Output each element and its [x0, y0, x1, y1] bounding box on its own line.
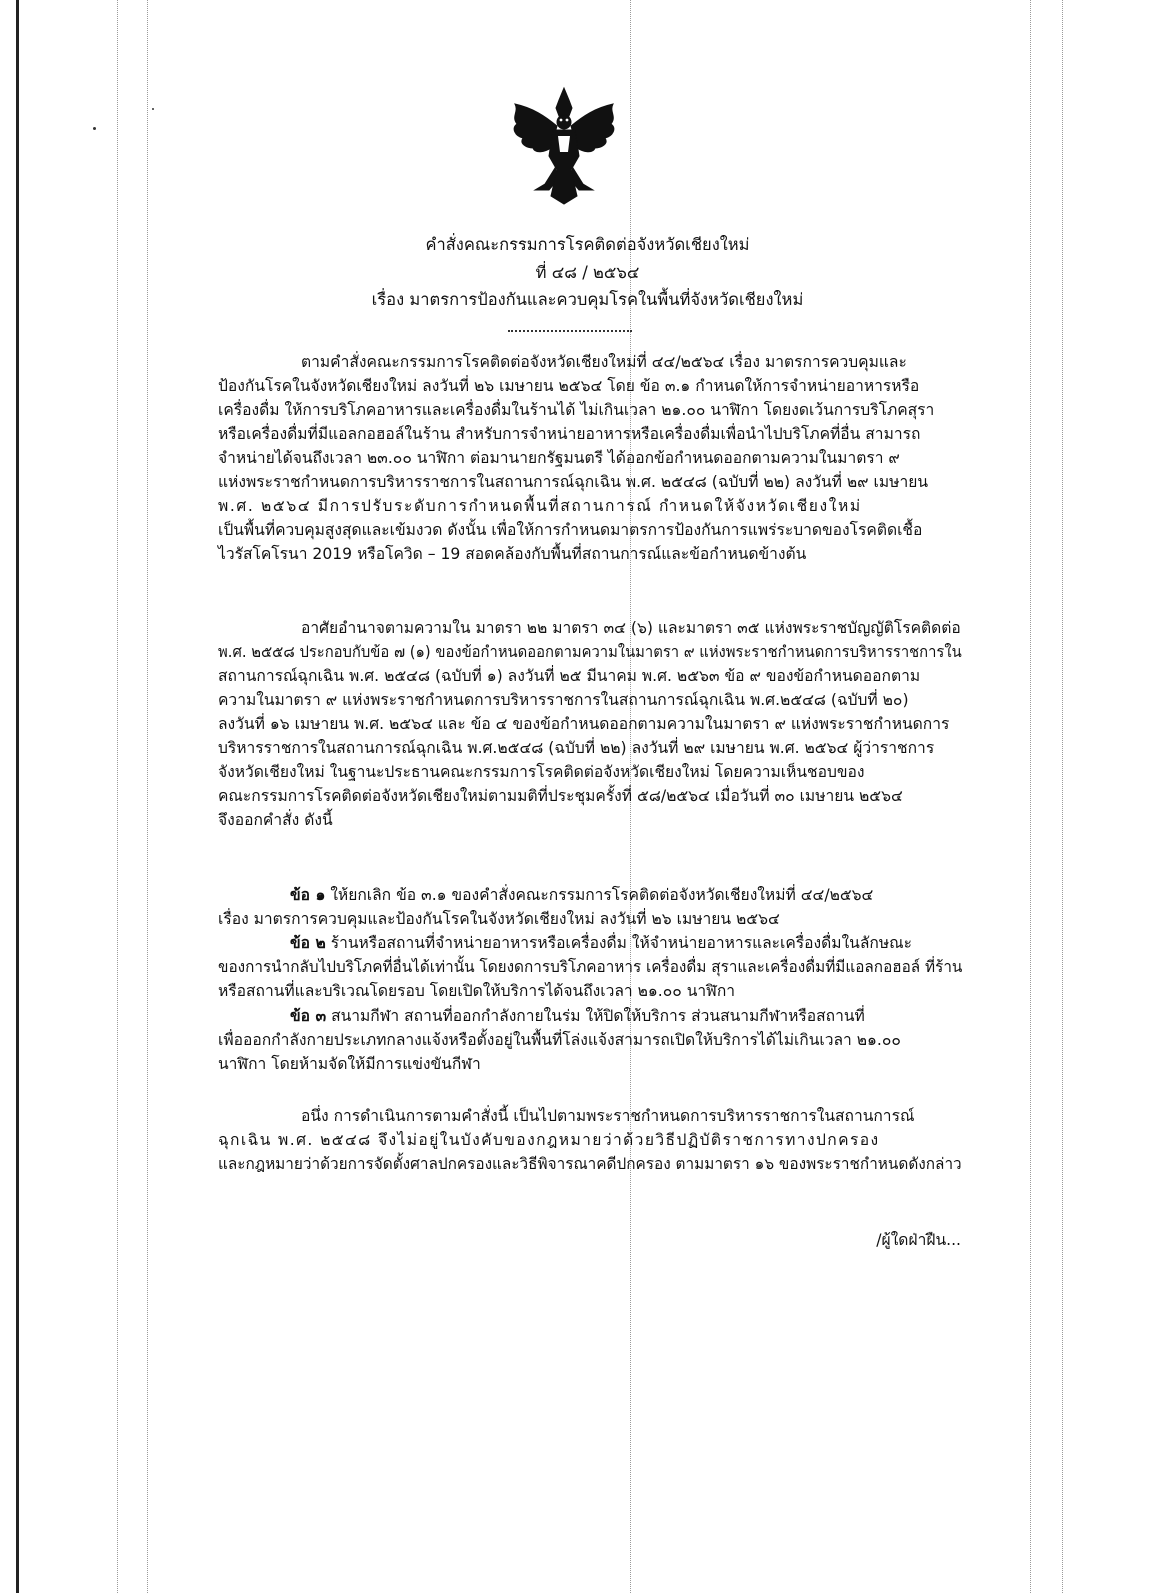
clause-text: ร้านหรือสถานที่จำหน่ายอาหารหรือเครื่องดื่ม ให้จำหน่ายอาหารและเครื่องดื่มในลักษณะ [325, 934, 912, 952]
text-line: ของการนำกลับไปบริโภคที่อื่นได้เท่านั้น โดยงดการบริโภคอาหาร เครื่องดื่ม สุราและเครื่องดื่มที่มีแอลกอฮอล์ ที่ร้าน [218, 958, 963, 976]
text-line: หรือเครื่องดื่มที่มีแอลกอฮอล์ในร้าน สำหรับการจำหน่ายอาหารหรือเครื่องดื่มเพื่อนำไปบริโภคที่อื่น สามารถ [218, 425, 921, 443]
text-line: พ.ศ. ๒๕๖๔ มีการปรับระดับการกำหนดพื้นที่สถานการณ์ กำหนดให้จังหวัดเชียงใหม่ [218, 497, 862, 515]
text-line [290, 930, 912, 955]
garuda-emblem-icon [505, 86, 623, 206]
text-line: พ.ศ. ๒๕๕๘ ประกอบกับข้อ ๗ (๑) ของข้อกำหนดออกตามความในมาตรา ๙ แห่งพระราชกำหนดการบริหารราชการใน [218, 643, 962, 661]
text-line: หรือสถานที่และบริเวณโดยรอบ โดยเปิดให้บริการได้จนถึงเวลา ๒๑.๐๐ นาฬิกา [218, 982, 736, 1000]
text-line: นาฬิกา โดยห้ามจัดให้มีการแข่งขันกีฬา [218, 1055, 481, 1073]
scan-speck [152, 108, 154, 110]
text-line: คณะกรรมการโรคติดต่อจังหวัดเชียงใหม่ตามมติที่ประชุมครั้งที่ ๕๘/๒๕๖๔ เมื่อวันที่ ๓๐ เมษายน ๒๕๖๔ [218, 787, 903, 805]
text-line [290, 882, 873, 907]
order-title: คำสั่งคณะกรรมการโรคติดต่อจังหวัดเชียงใหม่ [425, 235, 750, 254]
text-line: สถานการณ์ฉุกเฉิน พ.ศ. ๒๕๔๘ (ฉบับที่ ๑) ลงวันที่ ๒๕ มีนาคม พ.ศ. ๒๕๖๓ ข้อ ๙ ของข้อกำหนดออกตาม [218, 667, 921, 685]
scan-speck [93, 127, 96, 130]
text-line: ตามคำสั่งคณะกรรมการโรคติดต่อจังหวัดเชียงใหม่ที่ ๔๔/๒๕๖๔ เรื่อง มาตรการควบคุมและ [301, 353, 907, 371]
text-line: บริหารราชการในสถานการณ์ฉุกเฉิน พ.ศ.๒๕๔๘ (ฉบับที่ ๒๒) ลงวันที่ ๒๙ เมษายน พ.ศ. ๒๕๖๔ ผู้ว่าราชการ [218, 739, 935, 757]
order-number: ที่ ๔๘ / ๒๕๖๔ [535, 263, 640, 282]
text-line [290, 1003, 865, 1028]
text-line: ป้องกันโรคในจังหวัดเชียงใหม่ ลงวันที่ ๒๖ เมษายน ๒๕๖๔ โดย ข้อ ๓.๑ กำหนดให้การจำหน่ายอาหารหรือ [218, 377, 920, 395]
order-subject: เรื่อง มาตรการป้องกันและควบคุมโรคในพื้นที่จังหวัดเชียงใหม่ [371, 290, 804, 309]
clause-text: ให้ยกเลิก ข้อ ๓.๑ ของคำสั่งคณะกรรมการโรคติดต่อจังหวัดเชียงใหม่ที่ ๔๔/๒๕๖๔ [325, 886, 874, 904]
text-line: ฉุกเฉิน พ.ศ. ๒๕๔๘ จึงไม่อยู่ในบังคับของกฎหมายว่าด้วยวิธีปฏิบัติราชการทางปกครอง [218, 1131, 880, 1149]
text-line: เครื่องดื่ม ให้การบริโภคอาหารและเครื่องดื่มในร้านได้ ไม่เกินเวลา ๒๑.๐๐ นาฬิกา โดยงดเว้นการบริโภคสุรา [218, 401, 935, 419]
text-line: แห่งพระราชกำหนดการบริหารราชการในสถานการณ์ฉุกเฉิน พ.ศ. ๒๕๔๘ (ฉบับที่ ๒๒) ลงวันที่ ๒๙ เมษายน [218, 473, 928, 491]
text-line: จำหน่ายได้จนถึงเวลา ๒๓.๐๐ นาฬิกา ต่อมานายกรัฐมนตรี ได้ออกข้อกำหนดออกตามความในมาตรา ๙ [218, 449, 900, 467]
text-line: จังหวัดเชียงใหม่ ในฐานะประธานคณะกรรมการโรคติดต่อจังหวัดเชียงใหม่ โดยความเห็นชอบของ [218, 763, 865, 781]
clause-label: ข้อ ๑ [290, 886, 326, 904]
text-line: ความในมาตรา ๙ แห่งพระราชกำหนดการบริหารราชการในสถานการณ์ฉุกเฉิน พ.ศ.๒๕๔๘ (ฉบับที่ ๒๐) [218, 691, 909, 709]
heading-divider [508, 330, 632, 332]
text-line: เพื่อออกกำลังกายประเภทกลางแจ้งหรือตั้งอยู่ในพื้นที่โล่งแจ้งสามารถเปิดให้บริการได้ไม่เกินเวลา ๒๑.๐๐ [218, 1031, 901, 1049]
text-line: และกฎหมายว่าด้วยการจัดตั้งศาลปกครองและวิธีพิจารณาคดีปกครอง ตามมาตรา ๑๖ ของพระราชกำหนดดังกล่าว [218, 1155, 962, 1173]
continuation-marker: /ผู้ใดฝ่าฝืน... [876, 1231, 961, 1249]
text-line: เป็นพื้นที่ควบคุมสูงสุดและเข้มงวด ดังนั้น เพื่อให้การกำหนดมาตรการป้องกันการแพร่ระบาดของโรคติดเชื้อ [218, 521, 923, 539]
text-line: อนึ่ง การดำเนินการตามคำสั่งนี้ เป็นไปตามพระราชกำหนดการบริหารราชการในสถานการณ์ [301, 1107, 915, 1125]
clause-label: ข้อ ๓ [290, 1007, 327, 1025]
text-line: เรื่อง มาตรการควบคุมและป้องกันโรคในจังหวัดเชียงใหม่ ลงวันที่ ๒๖ เมษายน ๒๕๖๔ [218, 910, 780, 928]
text-line: จึงออกคำสั่ง ดังนี้ [218, 811, 333, 829]
text-line: ไวรัสโคโรนา 2019 หรือโควิด – 19 สอดคล้องกับพื้นที่สถานการณ์และข้อกำหนดข้างต้น [218, 545, 807, 563]
text-line: ลงวันที่ ๑๖ เมษายน พ.ศ. ๒๕๖๔ และ ข้อ ๔ ของข้อกำหนดออกตามความในมาตรา ๙ แห่งพระราชกำหนดการ [218, 715, 950, 733]
clause-label: ข้อ ๒ [290, 934, 326, 952]
clause-text: สนามกีฬา สถานที่ออกกำลังกายในร่ม ให้ปิดให้บริการ ส่วนสนามกีฬาหรือสถานที่ [326, 1007, 865, 1025]
text-line: อาศัยอำนาจตามความใน มาตรา ๒๒ มาตรา ๓๔ (๖) และมาตรา ๓๕ แห่งพระราชบัญญัติโรคติดต่อ [301, 619, 961, 637]
